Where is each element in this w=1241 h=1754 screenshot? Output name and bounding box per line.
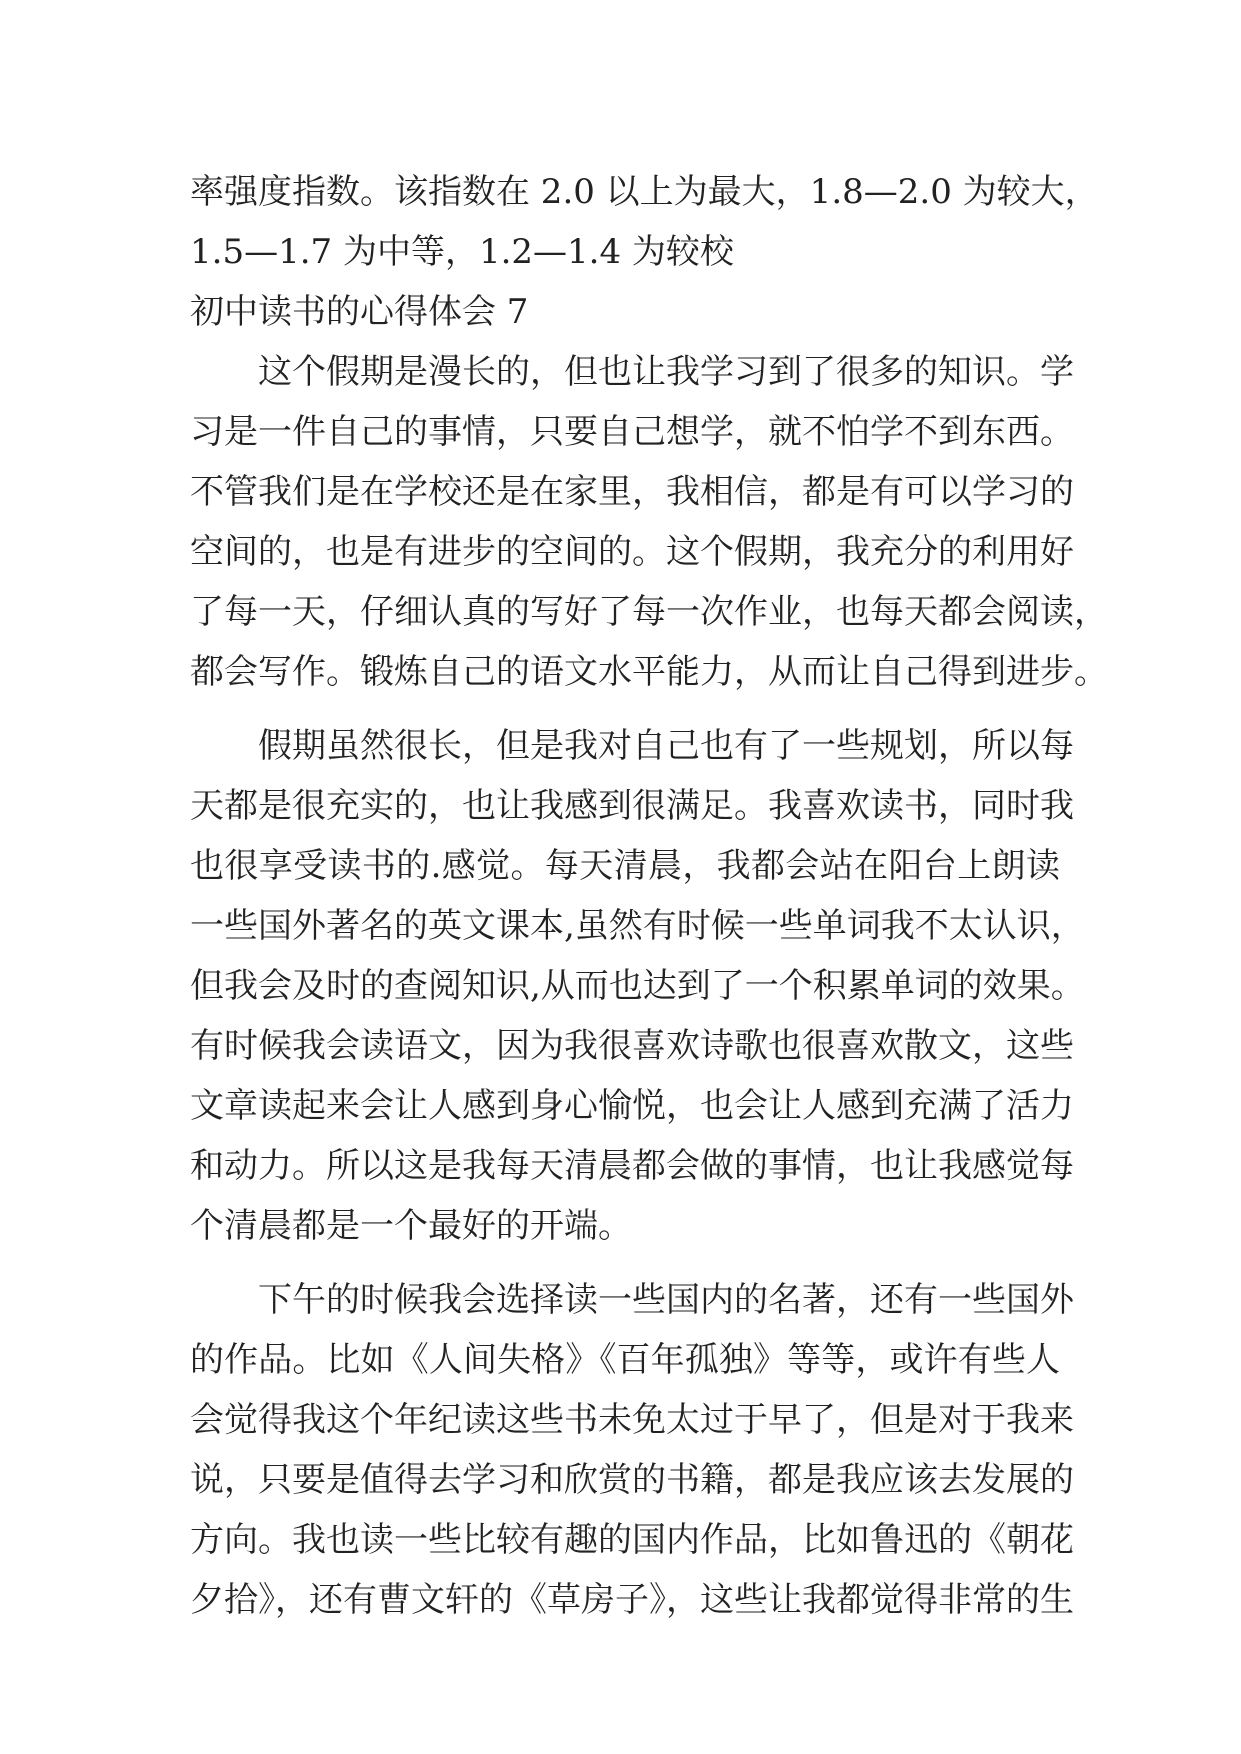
text-line: 和动力。所以这是我每天清晨都会做的事情，也让我感觉每	[190, 1146, 1074, 1186]
text-line: 有时候我会读语文，因为我很喜欢诗歌也很喜欢散文，这些	[190, 1026, 1074, 1066]
text-line: 但我会及时的查阅知识,从而也达到了一个积累单词的效果。	[190, 966, 1085, 1006]
text-line: 习是一件自己的事情，只要自己想学，就不怕学不到东西。	[190, 412, 1074, 452]
paragraph-1	[190, 342, 1108, 702]
text-line: 夕拾》，还有曹文轩的《草房子》，这些让我都觉得非常的生	[190, 1580, 1074, 1620]
text-line: 空间的，也是有进步的空间的。这个假期，我充分的利用好	[190, 532, 1074, 572]
paragraph-2	[190, 716, 1085, 1256]
text-line: 也很享受读书的.感觉。每天清晨，我都会站在阳台上朗读	[190, 846, 1060, 886]
text-line: 下午的时候我会选择读一些国内的名著，还有一些国外	[258, 1280, 1074, 1320]
text-line: 的作品。比如《人间失格》《百年孤独》等等，或许有些人	[190, 1340, 1060, 1380]
text-line: 率强度指数。该指数在 2.0 以上为最大，1.8—2.0 为较大，	[190, 172, 1099, 212]
text-line: 方向。我也读一些比较有趣的国内作品，比如鲁迅的《朝花	[190, 1520, 1074, 1560]
continued-fragment	[190, 162, 1099, 282]
text-line: 说，只要是值得去学习和欣赏的书籍，都是我应该去发展的	[190, 1460, 1074, 1500]
document-body	[190, 162, 1108, 1630]
text-line: 一些国外著名的英文课本,虽然有时候一些单词我不太认识，	[190, 906, 1085, 946]
text-line: 天都是很充实的，也让我感到很满足。我喜欢读书，同时我	[190, 786, 1074, 826]
text-line: 文章读起来会让人感到身心愉悦，也会让人感到充满了活力	[190, 1086, 1074, 1126]
text-line: 这个假期是漫长的，但也让我学习到了很多的知识。学	[258, 352, 1074, 392]
text-line: 了每一天，仔细认真的写好了每一次作业，也每天都会阅读，	[190, 592, 1108, 632]
text-line: 假期虽然很长，但是我对自己也有了一些规划，所以每	[258, 726, 1074, 766]
text-line: 会觉得我这个年纪读这些书未免太过于早了，但是对于我来	[190, 1400, 1074, 1440]
text-line: 都会写作。锻炼自己的语文水平能力，从而让自己得到进步。	[190, 652, 1108, 692]
text-line: 个清晨都是一个最好的开端。	[190, 1206, 632, 1246]
section-heading: 初中读书的心得体会 7	[190, 292, 529, 332]
text-line: 不管我们是在学校还是在家里，我相信，都是有可以学习的	[190, 472, 1074, 512]
paragraph-3	[190, 1270, 1074, 1630]
text-line: 1.5—1.7 为中等，1.2—1.4 为较校	[190, 232, 734, 272]
